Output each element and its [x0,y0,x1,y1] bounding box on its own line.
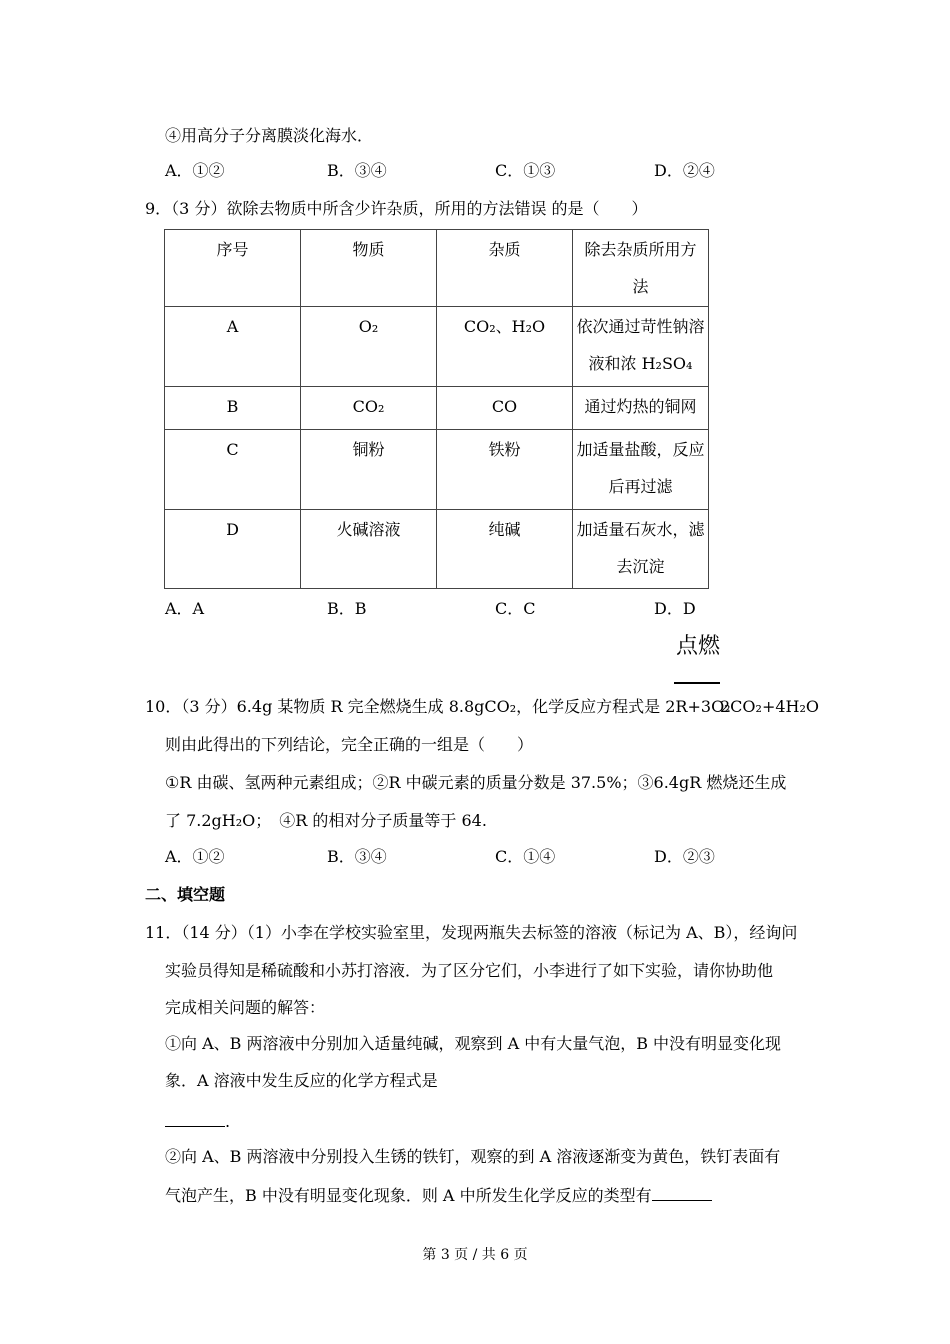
table-cell-id: A [165,307,301,387]
reaction-condition: 点燃 [676,634,721,659]
table-cell-id: D [165,510,301,589]
q10-statements-line2: 了 7.2gH₂O； ④R 的相对分子质量等于 64. [165,811,487,830]
q11-line2: 实验员得知是稀硫酸和小苏打溶液．为了区分它们，小李进行了如下实验，请你协助他 [165,961,774,980]
table-header-cell: 除去杂质所用方法 [573,230,709,307]
table-cell-substance: 铜粉 [301,430,437,510]
table-cell-substance: CO₂ [301,387,437,430]
table-header-row [165,230,709,307]
q8-option-c: C．①③ [495,161,556,180]
table-cell-method: 依次通过苛性钠溶液和浓 H₂SO₄ [573,307,709,387]
q11-line1: 11．（14 分）（1）小李在学校实验室里，发现两瓶失去标签的溶液（标记为 A、B），经询问 [145,923,798,942]
q11-step1-line2: 象．A 溶液中发生反应的化学方程式是 [165,1071,438,1090]
q10-option-c: C．①④ [495,847,556,866]
q10-products: 2CO₂+4H₂O [720,697,820,716]
table-row [165,430,709,510]
q8-option-a: A．①② [165,161,225,180]
table-row [165,510,709,589]
table-header-cell: 序号 [165,230,301,307]
table-header-cell: 杂质 [437,230,573,307]
q11-step2-line2 [165,1184,712,1206]
q8-option-b: B．③④ [327,161,387,180]
table-header-cell: 物质 [301,230,437,307]
page-footer: 第 3 页 / 共 6 页 [422,1247,528,1263]
table-cell-impurity: CO [437,387,573,430]
q9-option-a: A．A [165,599,205,618]
answer-blank[interactable] [652,1184,712,1201]
blank-period: . [225,1112,231,1131]
q10-stem-line1: 10．（3 分）6.4g 某物质 R 完全燃烧生成 8.8gCO₂，化学反应方程式是 2R+3O₂ [145,697,731,716]
table-cell-impurity: 铁粉 [437,430,573,510]
q11-step1-line1: ①向 A、B 两溶液中分别加入适量纯碱，观察到 A 中有大量气泡，B 中没有明显变化现 [165,1034,782,1053]
table-cell-id: C [165,430,301,510]
q8-item4: ④用高分子分离膜淡化海水． [165,126,374,145]
q10-statements-line1: ①R 由碳、氢两种元素组成；②R 中碳元素的质量分数是 37.5%；③6.4gR 燃烧还生成 [165,773,787,792]
table-cell-impurity: CO₂、H₂O [437,307,573,387]
q10-option-a: A．①② [165,847,225,866]
q9-option-d: D．D [654,599,696,618]
q11-answer-blank-1[interactable] [165,1110,230,1132]
q9-option-c: C．C [495,599,536,618]
table-cell-method: 加适量石灰水，滤去沉淀 [573,510,709,589]
table-row [165,307,709,387]
table-cell-substance: O₂ [301,307,437,387]
q9-option-b: B．B [327,599,367,618]
table-cell-method: 加适量盐酸，反应后再过滤 [573,430,709,510]
table-cell-substance: 火碱溶液 [301,510,437,589]
q11-step2-line2-text: 气泡产生，B 中没有明显变化现象．则 A 中所发生化学反应的类型有 [165,1186,652,1205]
reaction-arrow-line [674,682,720,684]
table-cell-method: 通过灼热的铜网 [573,387,709,430]
q10-option-b: B．③④ [327,847,387,866]
q11-line3: 完成相关问题的解答： [165,998,326,1017]
answer-blank[interactable] [165,1110,225,1127]
q10-stem-line2: 则由此得出的下列结论，完全正确的一组是（ ） [165,735,534,754]
q11-step2-line1: ②向 A、B 两溶液中分别投入生锈的铁钉，观察的到 A 溶液逐渐变为黄色，铁钉表面有 [165,1147,781,1166]
table-cell-impurity: 纯碱 [437,510,573,589]
table-cell-id: B [165,387,301,430]
section-title: 二、填空题 [145,885,226,904]
q8-option-d: D．②④ [654,161,715,180]
q10-option-d: D．②③ [654,847,715,866]
table-row [165,387,709,430]
q9-table [164,229,709,589]
q9-stem: 9．（3 分）欲除去物质中所含少许杂质，所用的方法错误 的是（ ） [145,199,648,218]
